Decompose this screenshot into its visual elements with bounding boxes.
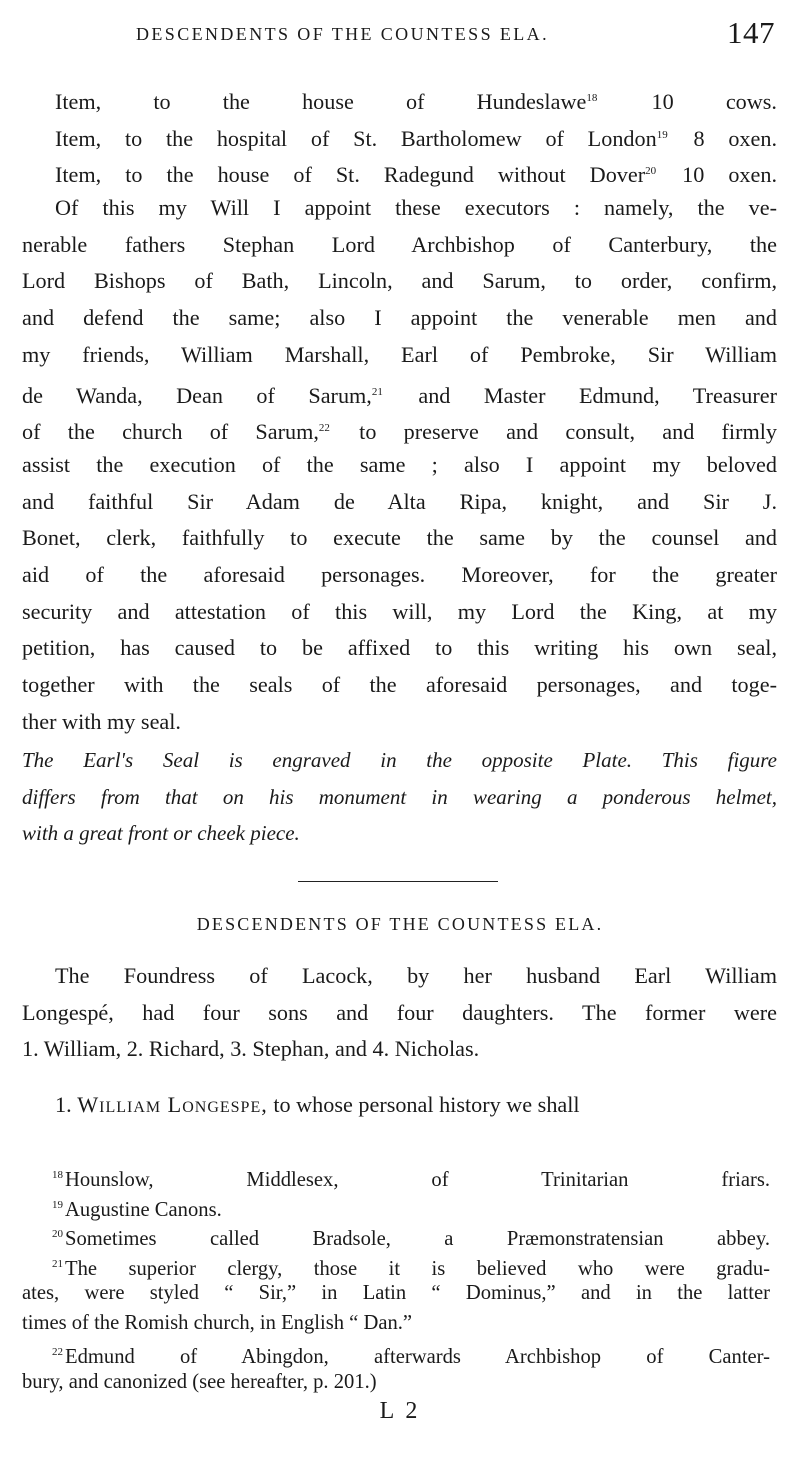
body-line: Item, to the house of Hundeslawe$^{18}$ 10 cows. [55, 89, 777, 114]
footnote-continuation: bury, and canonized (see hereafter, p. 201.) [22, 1370, 377, 1393]
footnote: $^{20}$Sometimes called Bradsole, a Præmonstratensian abbey. [52, 1228, 770, 1250]
signature-mark: L 2 [379, 1398, 421, 1424]
body-line: of the church of Sarum,$^{22}$ to preserve and consult, and firmly [22, 419, 777, 445]
body-line: together with the seals of the aforesaid personages, and toge- [22, 672, 777, 697]
body-line: assist the execution of the same ; also I appoint my beloved [22, 451, 777, 477]
section-text [22, 958, 777, 1068]
page-number: 147 [727, 15, 775, 50]
body-line: ther with my seal. [22, 708, 181, 734]
running-head [130, 12, 775, 52]
section-divider [298, 881, 498, 882]
body-line: Of this my Will I appoint these executors : namely, the ve- [55, 195, 777, 221]
plate-note-line: differs from that on his monument in wearing a ponderous helmet, [22, 784, 777, 809]
body-line: and faithful Sir Adam de Alta Ripa, knight, and Sir J. [22, 488, 777, 514]
section-heading: DESCENDENTS OF THE COUNTESS ELA. [196, 914, 604, 934]
body-line: Item, to the house of St. Radegund without Dover$^{20}$ 10 oxen. [55, 162, 777, 188]
footnotes [22, 1161, 770, 1397]
body-line: Longespé, had four sons and four daughters. The former were [22, 999, 777, 1025]
footnote: $^{21}$The superior clergy, those it is believed who were gradu- [52, 1257, 770, 1280]
body-line: 1. William, 2. Richard, 3. Stephan, and 4. Nicholas. [22, 1036, 480, 1062]
body-line: Bonet, clerk, faithfully to execute the same by the counsel and [22, 525, 777, 551]
plate-note [22, 742, 777, 852]
body-line: 1. William Longespe, to whose personal history we shall [55, 1092, 580, 1117]
body-line: Lord Bishops of Bath, Lincoln, and Sarum, to order, confirm, [22, 268, 777, 294]
will-text [22, 80, 777, 740]
body-line: Item, to the hospital of St. Bartholomew of London$^{19}$ 8 oxen. [55, 125, 777, 151]
body-line: The Foundress of Lacock, by her husband Earl William [55, 963, 777, 988]
body-line: and defend the same; also I appoint the venerable men and [22, 305, 777, 331]
body-line: de Wanda, Dean of Sarum,$^{21}$ and Master Edmund, Treasurer [22, 382, 777, 408]
footnote-continuation: ates, were styled “ Sir,” in Latin “ Dominus,” and in the latter [22, 1282, 770, 1304]
plate-note-line: with a great front or cheek piece. [22, 821, 300, 845]
footnote: $^{18}$Hounslow, Middlesex, of Trinitarian friars. [52, 1169, 770, 1191]
body-line: security and attestation of this will, my Lord the King, at my [22, 598, 777, 624]
footnote: $^{19}$Augustine Canons. [52, 1198, 222, 1221]
running-title: DESCENDENTS OF THE COUNTESS ELA. [136, 24, 549, 44]
footnote-continuation: times of the Romish church, in English “ Dan.” [22, 1311, 413, 1334]
item-name: William Longespe, [77, 1092, 268, 1117]
plate-note-line: The Earl's Seal is engraved in the opposite Plate. This figure [22, 748, 777, 772]
body-line: nerable fathers Stephan Lord Archbishop of Canterbury, the [22, 231, 777, 257]
footnote: $^{22}$Edmund of Abingdon, afterwards Archbishop of Canter- [52, 1346, 770, 1368]
body-line: my friends, William Marshall, Earl of Pembroke, Sir William [22, 341, 777, 367]
list-item [22, 1087, 777, 1124]
body-line: petition, has caused to be affixed to this writing his own seal, [22, 635, 777, 661]
body-line: aid of the aforesaid personages. Moreover, for the greater [22, 561, 777, 587]
